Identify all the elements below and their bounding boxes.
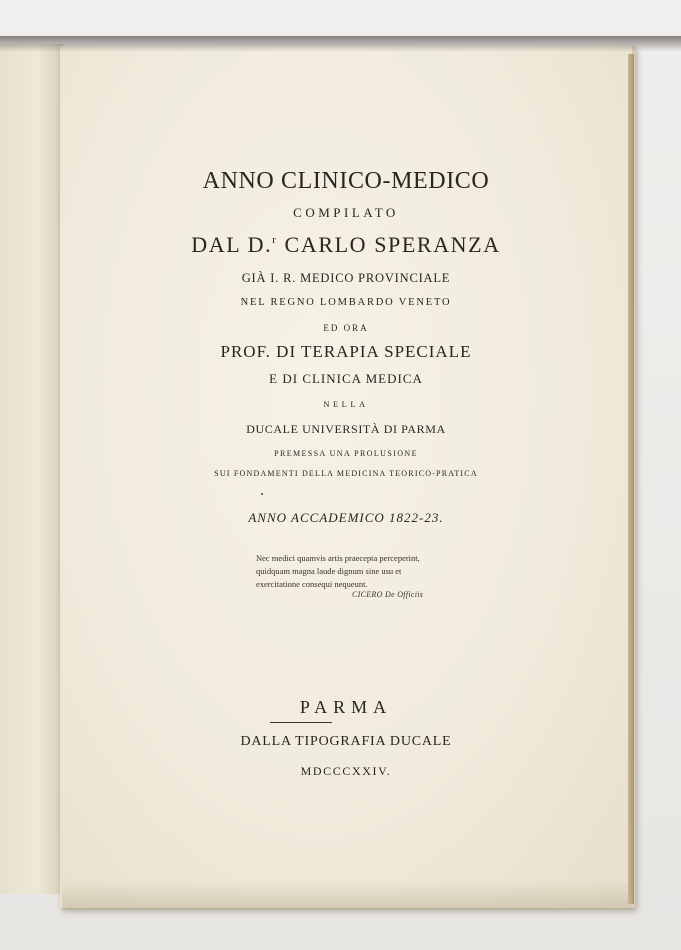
imprint-rule [270, 722, 332, 723]
page-bottom-edge [62, 880, 632, 910]
epigraph-line: quidquam magna laude dignum sine usu et [256, 566, 402, 576]
imprint-year: MDCCCXXIV. [300, 764, 392, 778]
former-role: GIÀ I. R. MEDICO PROVINCIALE [241, 271, 451, 285]
author-line [60, 232, 632, 258]
author-name: CARLO SPERANZA [277, 232, 501, 257]
epigraph-line: Nec medici quamvis artis praecepta perceperint, [256, 553, 420, 563]
imprint-city: PARMA [299, 697, 393, 717]
academic-year: ANNO ACCADEMICO 1822-23. [248, 510, 444, 525]
book-title: ANNO CLINICO-MEDICO [202, 168, 490, 194]
now-label: ED ORA [323, 323, 369, 333]
imprint-printer: DALLA TIPOGRAFIA DUCALE [240, 734, 452, 749]
binding-shadow [0, 36, 681, 52]
professorship-continued: E DI CLINICA MEDICA [269, 371, 423, 386]
university-name: DUCALE UNIVERSITÀ DI PARMA [246, 422, 446, 436]
in-the-label: NELLA [323, 399, 369, 409]
epigraph [256, 552, 452, 591]
epigraph-source: CICERO De Officiis [352, 590, 424, 599]
professorship: PROF. DI TERAPIA SPECIALE [220, 342, 472, 361]
compiled-label: COMPILATO [293, 205, 399, 220]
author-prefix: DAL D. [191, 232, 273, 257]
former-place: NEL REGNO LOMBARDO VENETO [240, 297, 452, 308]
premise-line: PREMESSA UNA PROLUSIONE [274, 449, 418, 458]
left-facing-page [0, 44, 63, 894]
ornament-dot [261, 493, 263, 495]
author-prefix-superscript: r [272, 234, 278, 246]
foundations-line: SUI FONDAMENTI DELLA MEDICINA TEORICO-PRATICA [214, 469, 478, 478]
epigraph-line: exercitatione consequi nequeunt. [256, 579, 368, 589]
